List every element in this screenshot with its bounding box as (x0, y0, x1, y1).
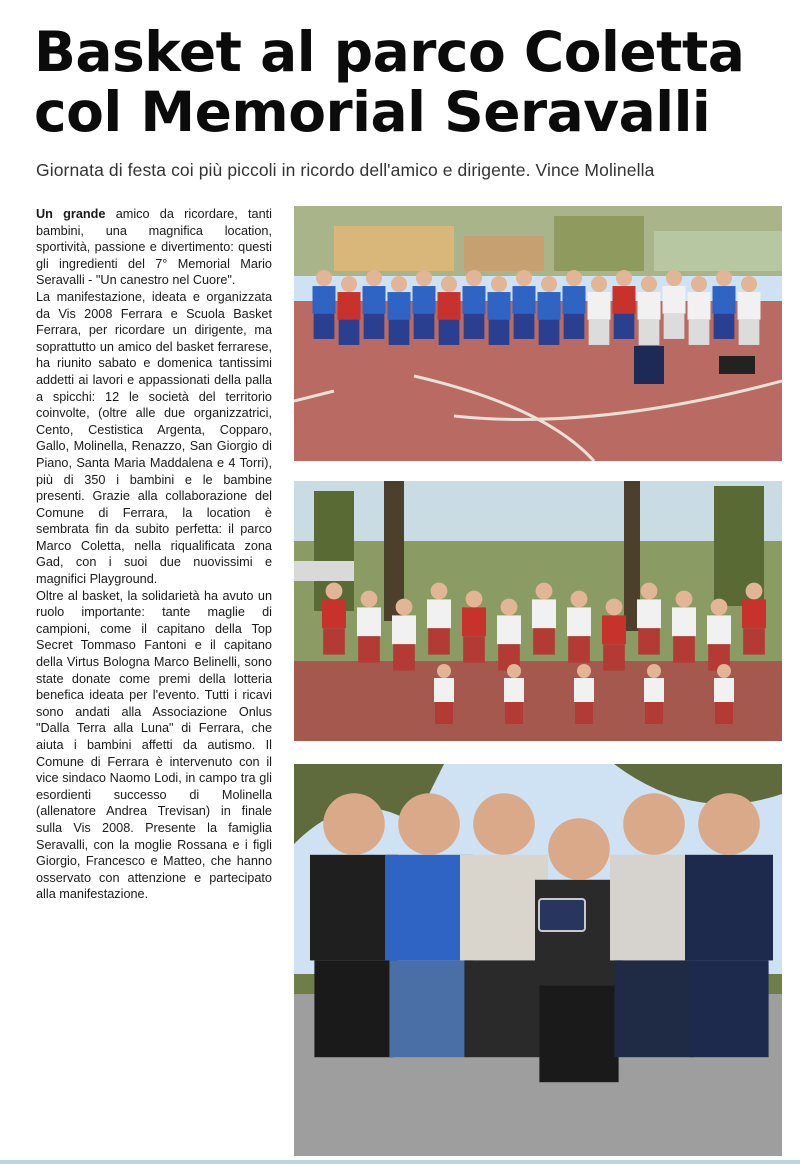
team-group-photo-image (294, 206, 782, 461)
team-group-photo (294, 206, 782, 461)
headline-line-2: col Memorial Seravalli (34, 80, 711, 144)
award-ceremony-photo (294, 764, 782, 1156)
subtitle: Giornata di festa coi più piccoli in ricordo dell'amico e dirigente. Vince Molinella (36, 160, 655, 180)
bottom-rule (0, 1160, 800, 1164)
players-seated-photo-image (294, 481, 782, 741)
article-lead: Un grande (36, 207, 106, 221)
article-paragraph-1 (36, 206, 272, 289)
article-paragraph-1-text: amico da ricordare, tanti bambini, una magnifica location, sportività, passione e divertimento: questi gli ingredienti del 7° Memorial Mario Seravalli - "Un canestro nel Cuore". (36, 207, 272, 288)
players-seated-photo (294, 481, 782, 741)
award-ceremony-photo-image (294, 764, 782, 1156)
article-body (36, 206, 272, 1156)
headline-line-1: Basket al parco Coletta (34, 20, 745, 84)
article-paragraph-2: La manifestazione, ideata e organizzata da Vis 2008 Ferrara e Scuola Basket Ferrara, per ricordare un dirigente, ma soprattutto un amico del basket ferrarese, ha riunito sabato e domenica tantissimi addetti ai lavori e appassionati della palla a spicchi: 12 le società del territorio coinvolte, (oltre alle due organizzatrici, Cento, Cestistica Argenta, Copparo, Gallo, Molinella, Renazzo, San Giorgio di Piano, Santa Maria Maddalena e 4 Torri), più di 350 i bambini e le bambine presenti. Grazie alla collaborazione del Comune di Ferrara, la location è sembrata fin da subito perfetta: il parco Marco Coletta, nella riqualificata zona Gad, con i suoi due nuovissimi e magnifici Playground. (36, 289, 272, 587)
article-paragraph-3: Oltre al basket, la solidarietà ha avuto un ruolo importante: tante maglie di campioni, come il capitano della Top Secret Tommaso Fantoni e il capitano della Virtus Bologna Marco Belinelli, sono state donate come premi della lotteria benefica ideata per l'evento. Tutti i ricavi sono andati alla Associazione Onlus "Dalla Terra alla Luna" di Ferrara, che aiuta i bambini affetti da autismo. Il Comune di Ferrara è intervenuto con il vice sindaco Naomo Lodi, in campo tra gli esordienti successo di Molinella (allenatore Andrea Trevisan) in finale sulla Vis 2008. Presente la famiglia Seravalli, con la moglie Rossana e i figli Giorgio, Francesco e Matteo, che hanno osservato con attenzione e partecipato alla manifestazione. (36, 588, 272, 902)
headline (34, 22, 794, 142)
